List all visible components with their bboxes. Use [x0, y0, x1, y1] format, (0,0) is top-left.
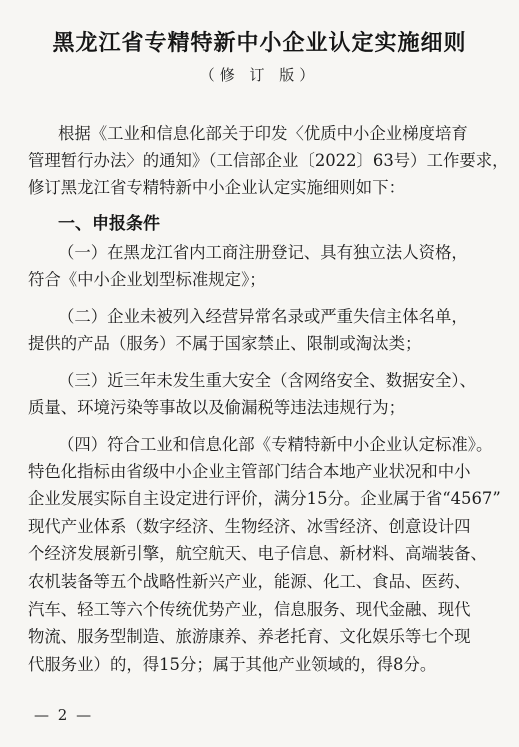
paragraph-line: 提供的产品（服务）不属于国家禁止、限制或淘汰类； — [28, 334, 422, 353]
intro-line: 管理暂行办法〉的通知》（工信部企业〔2022〕63号）工作要求， — [28, 151, 509, 170]
paragraph-line: 符合《中小企业划型标准规定》； — [28, 270, 266, 289]
paragraph-line: 特色化指标由省级中小企业主管部门结合本地产业状况和中小 — [28, 462, 471, 481]
paragraph-line: （三）近三年未发生重大安全（含网络安全、数据安全）、 — [58, 371, 476, 390]
paragraph-line: 个经济发展新引擎，航空航天、电子信息、新材料、高端装备、 — [28, 544, 487, 563]
document-title: 黑龙江省专精特新中小企业认定实施细则 — [52, 30, 467, 56]
paragraph-line: 企业发展实际自主设定进行评价，满分15分。企业属于省“4567” — [28, 489, 501, 508]
paragraph-line: 代服务业）的，得15分；属于其他产业领域的，得8分。 — [28, 655, 437, 674]
paragraph-line: 质量、环境污染等事故以及偷漏税等违法违规行为； — [28, 398, 405, 417]
paragraph-line: （二）企业未被列入经营异常名录或严重失信主体名单， — [58, 307, 468, 326]
paragraph-line: 物流、服务型制造、旅游康养、养老托育、文化娱乐等七个现 — [28, 627, 471, 646]
paragraph-line: 汽车、轻工等六个传统优势产业，信息服务、现代金融、现代 — [28, 600, 471, 619]
document-subtitle: （修 订 版） — [199, 66, 320, 84]
intro-line: 修订黑龙江省专精特新中小企业认定实施细则如下： — [28, 178, 405, 197]
paragraph-line: 现代产业体系（数字经济、生物经济、冰雪经济、创意设计四 — [28, 517, 471, 536]
intro-line: 根据《工业和信息化部关于印发〈优质中小企业梯度培育 — [58, 124, 468, 143]
paragraph-line: 农机装备等五个战略性新兴产业，能源、化工、食品、医药、 — [28, 572, 471, 591]
paragraph-line: （一）在黑龙江省内工商注册登记、具有独立法人资格， — [58, 243, 468, 262]
section-heading: 一、申报条件 — [58, 214, 160, 234]
page-number: — 2 — — [34, 706, 94, 724]
paragraph-line: （四）符合工业和信息化部《专精特新中小企业认定标准》。 — [58, 435, 493, 454]
